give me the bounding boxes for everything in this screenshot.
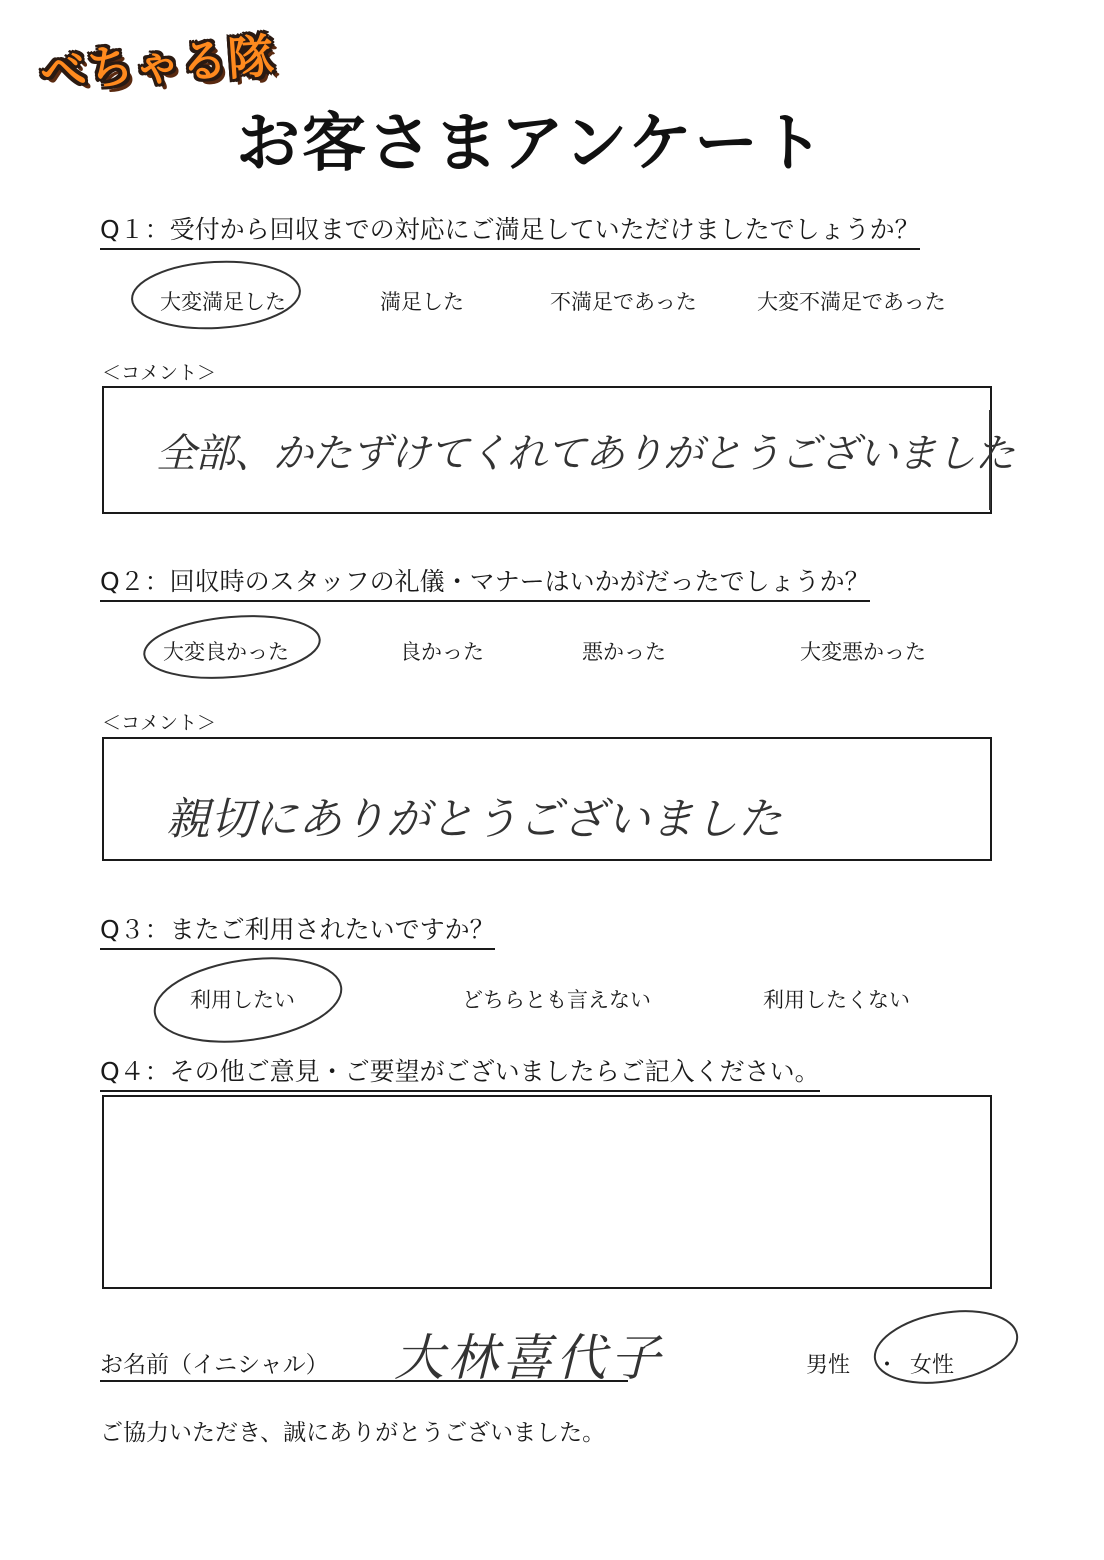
q2-option-very-good[interactable]: 大変良かった <box>163 640 289 664</box>
q1-selection-circle <box>130 258 301 333</box>
q1-comment-handwriting: 全部、かたずけてくれてありがとうございました <box>156 431 1014 477</box>
question-1: Q１：受付から回収までの対応にご満足していただけましたでしょうか？ <box>100 210 920 250</box>
gender-selection-circle <box>869 1301 1023 1393</box>
q1-option-very-satisfied[interactable]: 大変満足した <box>160 290 286 314</box>
brand-logo: べちゃる隊 <box>38 28 277 100</box>
q1-comment-label: ＜コメント＞ <box>102 362 217 384</box>
q3-option-do-not-want[interactable]: 利用したくない <box>763 988 910 1012</box>
name-handwriting[interactable]: 大林喜代子 <box>394 1329 664 1387</box>
q1-option-very-dissatisfied[interactable]: 大変不満足であった <box>757 290 946 314</box>
gender-separator: ・ <box>876 1353 899 1378</box>
q1-option-dissatisfied[interactable]: 不満足であった <box>550 290 697 314</box>
q3-selection-circle <box>149 947 346 1052</box>
q2-selection-circle <box>142 609 323 684</box>
gender-female-option[interactable]: 女性 <box>910 1353 955 1378</box>
q3-option-undecided[interactable]: どちらとも言えない <box>462 988 651 1012</box>
name-label: お名前（イニシャル） <box>100 1352 329 1378</box>
gender-male-option[interactable]: 男性 <box>806 1353 851 1378</box>
q2-comment-handwriting: 親切にありがとうございました <box>166 794 782 845</box>
question-3: Q３：またご利用されたいですか？ <box>100 910 495 950</box>
q2-comment-label: ＜コメント＞ <box>102 712 217 734</box>
q2-option-bad[interactable]: 悪かった <box>582 640 666 664</box>
q2-option-good[interactable]: 良かった <box>400 640 484 664</box>
question-4: Q４：その他ご意見・ご要望がございましたらご記入ください。 <box>100 1052 820 1092</box>
thanks-message: ご協力いただき、誠にありがとうございました。 <box>100 1420 606 1446</box>
q3-option-want-to-use[interactable]: 利用したい <box>190 988 295 1012</box>
q1-option-satisfied[interactable]: 満足した <box>380 290 464 314</box>
page-title: お客さまアンケート <box>236 107 827 181</box>
question-2: Q２：回収時のスタッフの礼儀・マナーはいかがだったでしょうか？ <box>100 562 870 602</box>
q2-option-very-bad[interactable]: 大変悪かった <box>800 640 926 664</box>
